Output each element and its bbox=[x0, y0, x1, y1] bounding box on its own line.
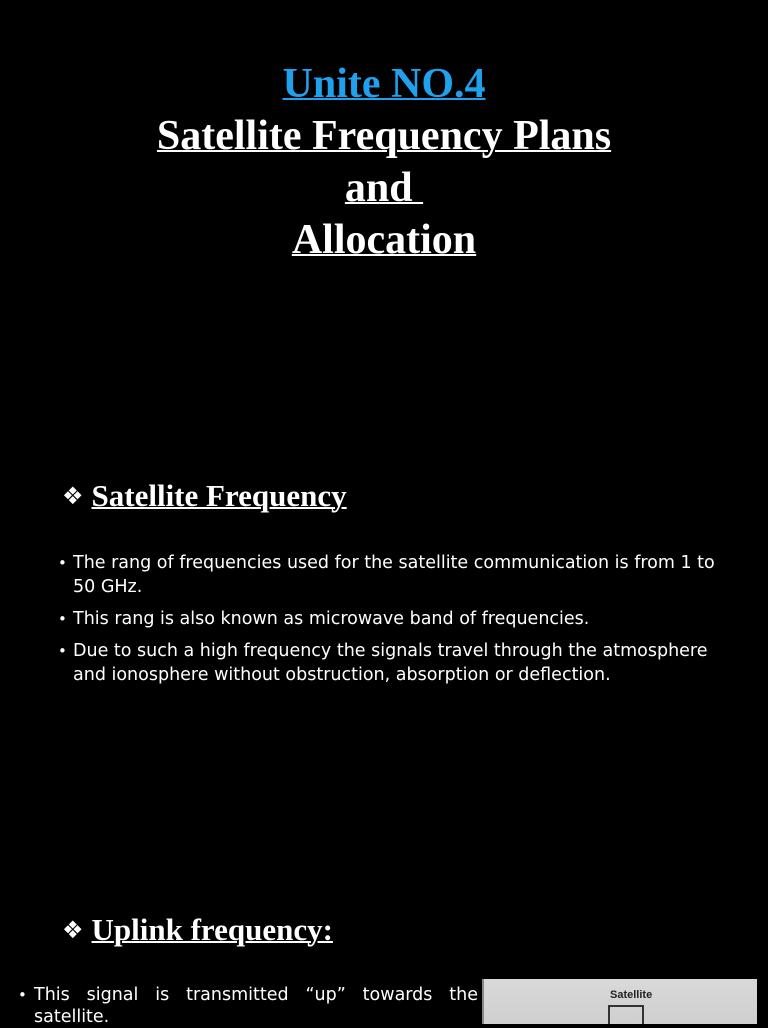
bullet-text: Due to such a high frequency the signals travel through the atmosphere and ionosphere without obstruction, absorption or deflection. bbox=[73, 641, 708, 685]
main-title-text-1: Satellite Frequency Plans bbox=[156, 113, 612, 159]
list-item bbox=[58, 607, 728, 631]
uplink-bullet bbox=[18, 984, 478, 1028]
diamond-bullet-icon: ❖ bbox=[62, 482, 84, 510]
unit-title-row bbox=[0, 58, 768, 110]
diamond-bullet-icon: ❖ bbox=[62, 916, 84, 944]
bullet-text: This rang is also known as microwave band of frequencies. bbox=[73, 609, 590, 629]
bullet-text: This signal is transmitted “up” towards the satellite. bbox=[34, 985, 478, 1027]
main-title-line-1 bbox=[0, 110, 768, 162]
main-title-line-2 bbox=[0, 162, 768, 214]
list-item bbox=[58, 639, 728, 687]
list-item bbox=[58, 551, 728, 599]
bullet-dot-icon: • bbox=[58, 554, 67, 572]
satellite-label: Satellite bbox=[610, 989, 653, 1001]
uplink-frequency-heading-label: Uplink frequency: bbox=[91, 912, 333, 947]
uplink-frequency-heading bbox=[62, 912, 333, 948]
satellite-frequency-heading-label: Satellite Frequency bbox=[91, 478, 347, 513]
bullet-dot-icon: • bbox=[58, 642, 67, 660]
bullet-dot-icon: • bbox=[58, 610, 67, 628]
bullet-dot-icon: • bbox=[18, 986, 27, 1004]
unit-title[interactable]: Unite NO.4 bbox=[282, 61, 486, 107]
satellite-diagram-image bbox=[482, 979, 757, 1024]
main-title-text-2: and bbox=[344, 165, 424, 211]
title-block bbox=[0, 58, 768, 266]
main-title-line-3 bbox=[0, 214, 768, 266]
satellite-box-shape bbox=[608, 1005, 644, 1024]
satellite-frequency-heading bbox=[62, 478, 347, 514]
satellite-frequency-bullets bbox=[58, 551, 728, 695]
main-title-text-3: Allocation bbox=[291, 217, 477, 263]
bullet-text: The rang of frequencies used for the satellite communication is from 1 to 50 GHz. bbox=[73, 553, 715, 597]
